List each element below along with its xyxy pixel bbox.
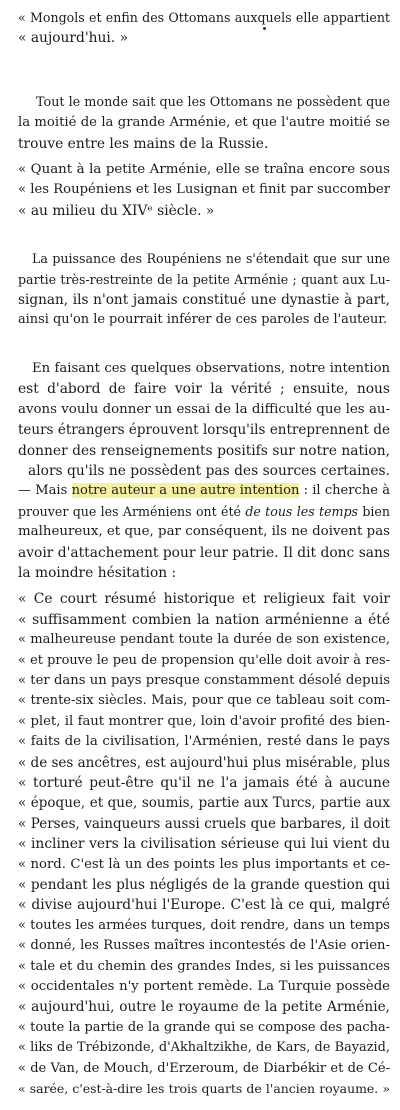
text-line: « toutes les armées turques, doit rendre, dans un temps bbox=[18, 917, 390, 933]
text-line: « Ce court résumé historique et religieux fait voir bbox=[18, 591, 390, 608]
italic-text: de tous les temps bbox=[245, 503, 358, 519]
text-line: « torturé peut-être qu'il ne l'a jamais été à aucune bbox=[18, 775, 390, 791]
text-line: « Perses, vainqueurs aussi cruels que barbares, il doit bbox=[18, 815, 390, 832]
text-line: « incliner vers la civilisation sérieuse qui lui vient du bbox=[18, 836, 390, 853]
text-line: « pendant les plus négligés de la grande question qui bbox=[18, 877, 390, 894]
text-fragment: — Mais bbox=[18, 483, 72, 499]
text-line: « aujourd'hui. » bbox=[18, 30, 129, 47]
text-line: « Quant à la petite Arménie, elle se traîna encore sous bbox=[18, 162, 390, 178]
paragraph bbox=[18, 481, 390, 583]
text-line: « donné, les Russes maîtres incontestés de l'Asie orien- bbox=[18, 938, 390, 954]
text-line: « liks de Trébizonde, d'Akhaltzikhe, de Kars, de Bayazid, bbox=[18, 1040, 390, 1056]
text-line: avons voulu donner un essai de la difficulté que les au- bbox=[18, 401, 390, 417]
text-line: « divise aujourd'hui l'Europe. C'est là ce qui, malgré bbox=[18, 897, 390, 914]
text-line: « aujourd'hui, outre le royaume de la petite Arménie, bbox=[18, 999, 390, 1016]
text-line bbox=[18, 481, 390, 501]
text-line: « tale et du chemin des grandes Indes, si les puissances bbox=[18, 958, 390, 974]
paragraph bbox=[18, 93, 390, 154]
text-line: « plet, il faut montrer que, loin d'avoir profité des bien- bbox=[18, 713, 390, 729]
text-line: « et prouve le peu de propension qu'elle doit avoir à res- bbox=[18, 652, 390, 668]
text-line: « sarée, c'est-à-dire les trois quarts de l'ancien royaume. » bbox=[18, 1081, 390, 1097]
text-line: Tout le monde sait que les Ottomans ne possèdent que bbox=[36, 94, 390, 110]
text-line: « de ses ancêtres, est aujourd'hui plus misérable, plus bbox=[18, 754, 390, 771]
quote-paragraph bbox=[18, 589, 390, 1099]
quote-continuation bbox=[18, 8, 390, 49]
paragraph bbox=[18, 249, 390, 331]
text-line: « suffisamment combien la nation arménienne a été bbox=[18, 611, 390, 628]
ink-speck bbox=[263, 27, 266, 30]
text-fragment: prouver que les Arméniens ont été bbox=[18, 503, 246, 519]
text-line: « nord. C'est là un des points les plus importants et ce- bbox=[18, 856, 390, 872]
text-line: alors qu'ils ne possèdent pas des sources certaines. bbox=[28, 462, 390, 479]
text-line: « malheureuse pendant toute la durée de son existence, bbox=[18, 632, 390, 648]
text-line: « les Roupéniens et les Lusignan et finit par succomber bbox=[18, 182, 390, 198]
text-line: la moitié de la grande Arménie, et que l'autre moitié se bbox=[18, 115, 390, 131]
text-line: La puissance des Roupéniens ne s'étendait que sur une bbox=[32, 251, 390, 267]
text-line: « faits de la civilisation, l'Arménien, resté dans le pays bbox=[18, 734, 390, 750]
text-line: « époque, et que, soumis, partie aux Turcs, partie aux bbox=[18, 795, 390, 812]
text-line: partie très-restreinte de la petite Arménie ; quant aux Lu- bbox=[18, 271, 390, 287]
text-line: ainsi qu'on le pourrait inférer de ces paroles de l'auteur. bbox=[18, 312, 388, 328]
text-line: « de Van, de Mouch, d'Erzeroum, de Diarbékir et de Cé- bbox=[18, 1060, 390, 1076]
text-line: « Mongols et enfin des Ottomans auxquels elle appartient bbox=[18, 10, 390, 25]
text-line: teurs étrangers éprouvent lorsqu'ils entreprennent de bbox=[18, 422, 390, 439]
text-line bbox=[18, 502, 390, 522]
text-line: est d'abord de faire voir la vérité ; ensuite, nous bbox=[18, 381, 390, 398]
text-line: malheureux, et que, par conséquent, ils ne doivent pas bbox=[18, 524, 390, 540]
text-line: trouve entre les mains de la Russie. bbox=[18, 135, 269, 152]
quote-paragraph bbox=[18, 160, 390, 221]
text-line: « occidentales n'y portent remède. La Turquie possède bbox=[18, 979, 390, 995]
text-line: « ter dans un pays presque constamment désolé depuis bbox=[18, 672, 390, 688]
text-fragment: bien bbox=[357, 503, 390, 519]
highlighted-text: notre auteur a une autre intention bbox=[71, 483, 300, 499]
text-line: En faisant ces quelques observations, notre intention bbox=[32, 360, 390, 376]
text-line: « au milieu du XIVᵉ siècle. » bbox=[18, 202, 215, 219]
text-line: « toute la partie de la grande qui se compose des pacha- bbox=[18, 1019, 390, 1035]
text-fragment: : il cherche à bbox=[299, 483, 390, 499]
text-line: la moindre hésitation : bbox=[18, 564, 177, 581]
text-line: signan, ils n'ont jamais constitué une dynastie à part, bbox=[18, 292, 390, 309]
text-line: avoir d'attachement pour leur patrie. Il dit donc sans bbox=[18, 544, 390, 561]
paragraph bbox=[18, 359, 390, 481]
text-line: « trente-six siècles. Mais, pour que ce tableau soit com- bbox=[18, 693, 390, 709]
text-line: donner des renseignements positifs sur notre nation, bbox=[18, 442, 390, 459]
